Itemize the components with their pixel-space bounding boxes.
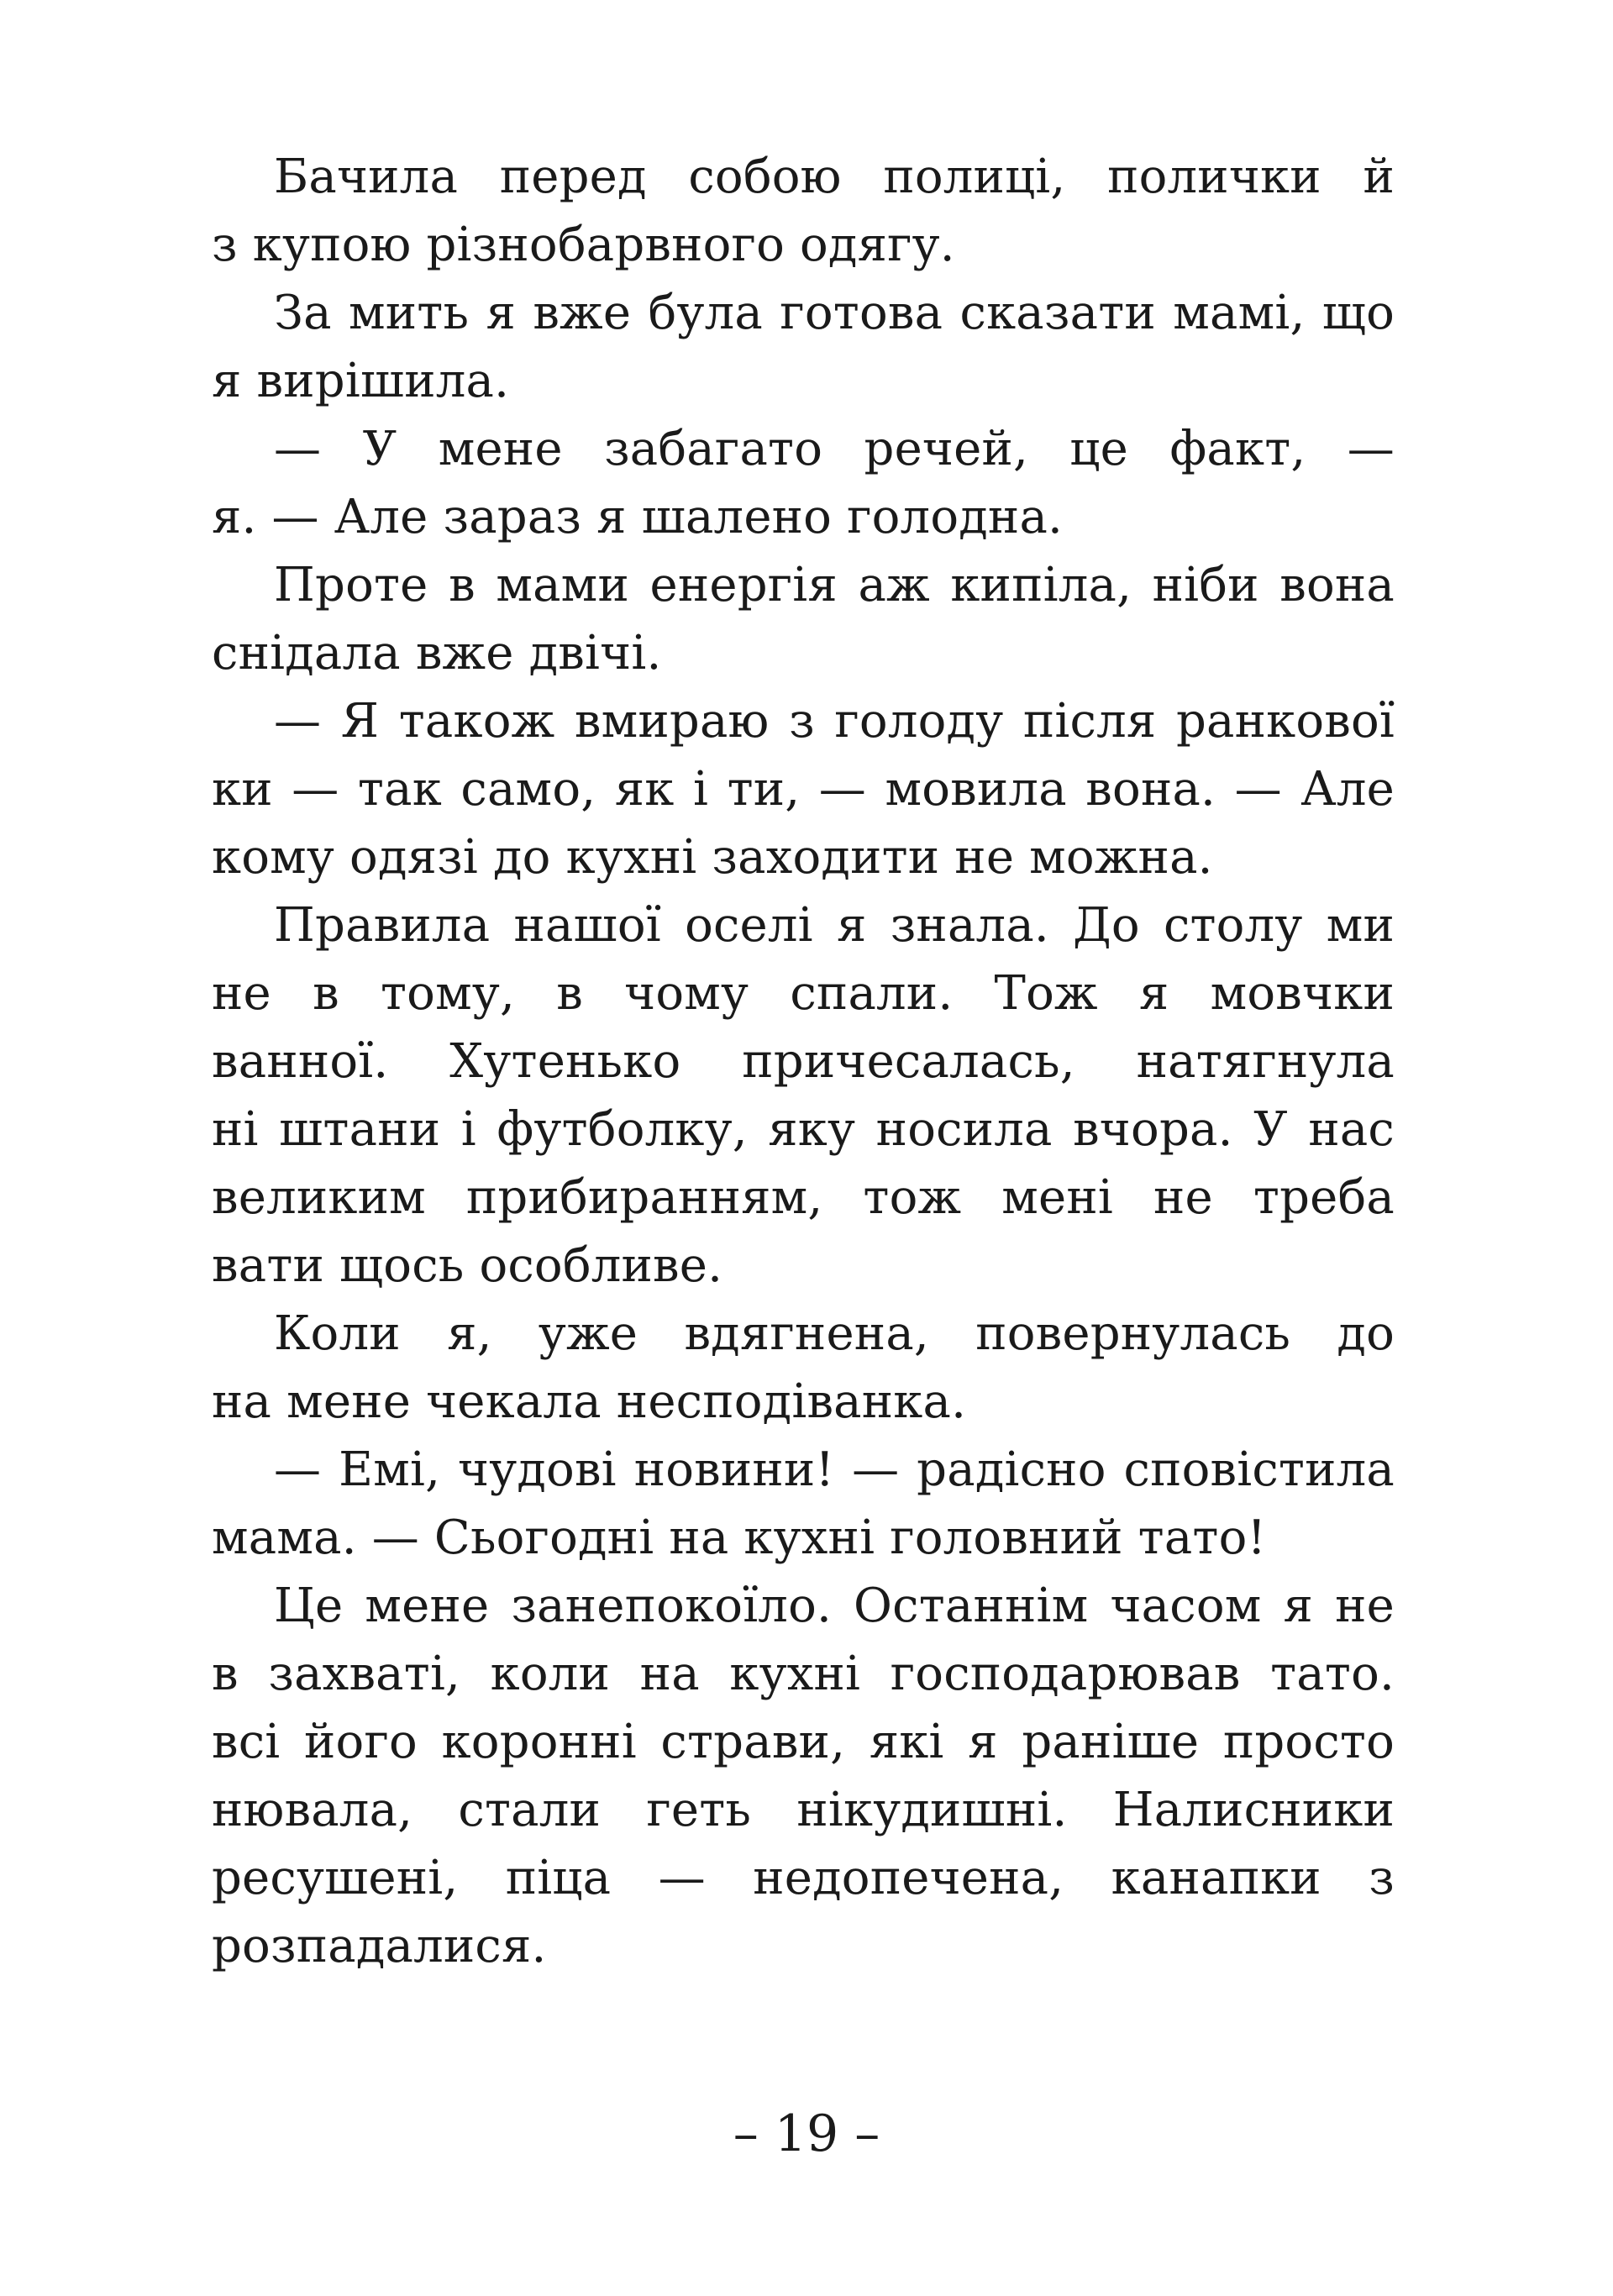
- text-line: великим прибиранням, тож мені не треба: [212, 1170, 1395, 1225]
- text-line: Бачила перед собою полиці, полички й: [274, 150, 1395, 204]
- paragraph: [212, 415, 1395, 551]
- paragraph: [212, 551, 1395, 687]
- text-line: мама. — Сьогодні на кухні головний тато!: [212, 1511, 1267, 1565]
- paragraph: [212, 687, 1395, 891]
- text-line: на мене чекала несподіванка.: [212, 1374, 967, 1429]
- text-line: — Я також вмираю з голоду після ранкової: [274, 694, 1395, 749]
- paragraph: [212, 1572, 1395, 1980]
- body-text: [212, 143, 1395, 1980]
- paragraph: [212, 143, 1395, 279]
- text-line: Це мене занепокоїло. Останнім часом я не: [274, 1579, 1395, 1633]
- text-line: ресушені, піца — недопечена, канапки з: [212, 1851, 1395, 1905]
- text-line: ки — так само, як і ти, — мовила вона. — Але: [212, 762, 1395, 817]
- paragraph: [212, 1300, 1395, 1436]
- text-line: всі його коронні страви, які я раніше просто: [212, 1715, 1395, 1769]
- text-line: Правила нашої оселі я знала. До столу ми: [274, 898, 1395, 953]
- text-line: ні штани і футболку, яку носила вчора. У нас: [212, 1102, 1395, 1157]
- text-line: снідала вже двічі.: [212, 626, 662, 680]
- text-line: в захваті, коли на кухні господарював тато.: [212, 1647, 1395, 1701]
- text-line: кому одязі до кухні заходити не можна.: [212, 830, 1213, 885]
- paragraph: [212, 279, 1395, 415]
- text-line: Проте в мами енергія аж кипіла, ніби вона: [274, 558, 1395, 612]
- text-line: За мить я вже була готова сказати мамі, що: [274, 286, 1395, 340]
- text-line: з купою різнобарвного одягу.: [212, 218, 955, 272]
- text-line: не в тому, в чому спали. Тож я мовчки: [212, 966, 1395, 1021]
- text-line: — Емі, чудові новини! — радісно сповістила: [274, 1442, 1395, 1497]
- text-line: Коли я, уже вдягнена, повернулась до: [274, 1306, 1395, 1361]
- page-number: – 19 –: [733, 2104, 880, 2163]
- text-line: нювала, стали геть нікудишні. Налисники: [212, 1783, 1395, 1837]
- text-line: ванної. Хутенько причесалась, натягнула: [212, 1034, 1395, 1089]
- text-line: розпадалися.: [212, 1919, 547, 1973]
- paragraph: [212, 1436, 1395, 1572]
- text-line: вати щось особливе.: [212, 1238, 723, 1293]
- text-line: я вирішила.: [212, 354, 510, 408]
- text-line: я. — Але зараз я шалено голодна.: [212, 490, 1064, 544]
- text-line: — У мене забагато речей, це факт, —: [274, 422, 1395, 476]
- paragraph: [212, 891, 1395, 1300]
